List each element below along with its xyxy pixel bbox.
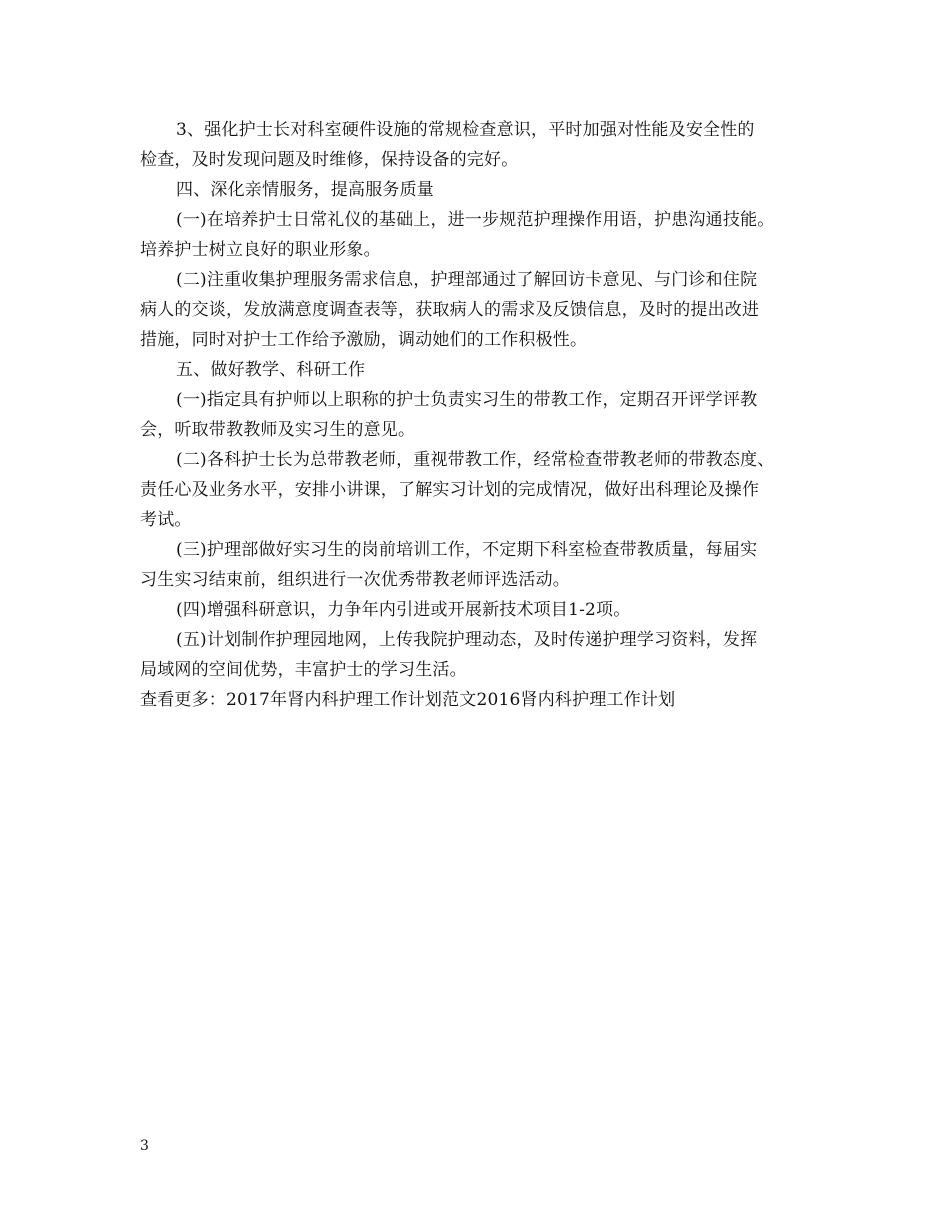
document-body — [140, 115, 820, 715]
text-line: (四)增强科研意识，力争年内引进或开展新技术项目1-2项。 — [176, 600, 631, 620]
text-line: (五)计划制作护理园地网，上传我院护理动态，及时传递护理学习资料，发挥 — [176, 630, 758, 650]
section-heading: 四、深化亲情服务，提高服务质量 — [176, 180, 434, 200]
text-line: 培养护士树立良好的职业形象。 — [140, 240, 381, 260]
text-line: 责任心及业务水平，安排小讲课，了解实习计划的完成情况，做好出科理论及操作 — [140, 480, 760, 500]
text-line: 检查，及时发现问题及时维修，保持设备的完好。 — [140, 150, 519, 170]
section-heading: 五、做好教学、科研工作 — [176, 360, 366, 380]
text-line: (二)各科护士长为总带教老师，重视带教工作，经常检查带教老师的带教态度、 — [176, 450, 775, 470]
text-line: 会，听取带教教师及实习生的意见。 — [140, 420, 416, 440]
text-line: 措施，同时对护士工作给予激励，调动她们的工作积极性。 — [140, 330, 588, 350]
text-line: (一)在培养护士日常礼仪的基础上，进一步规范护理操作用语，护患沟通技能。 — [176, 210, 775, 230]
text-line: 考试。 — [140, 510, 192, 530]
text-line: (二)注重收集护理服务需求信息，护理部通过了解回访卡意见、与门诊和住院 — [176, 270, 758, 290]
text-line: 病人的交谈，发放满意度调查表等，获取病人的需求及反馈信息，及时的提出改进 — [140, 300, 760, 320]
more-links-line: 查看更多：2017年肾内科护理工作计划范文2016肾内科护理工作计划 — [140, 690, 676, 710]
text-line: 习生实习结束前，组织进行一次优秀带教老师评选活动。 — [140, 570, 570, 590]
text-line: 局域网的空间优势，丰富护士的学习生活。 — [140, 660, 467, 680]
text-line: 3、强化护士长对科室硬件设施的常规检查意识，平时加强对性能及安全性的 — [176, 120, 755, 140]
text-line: (三)护理部做好实习生的岗前培训工作，不定期下科室检查带教质量，每届实 — [176, 540, 758, 560]
text-line: (一)指定具有护师以上职称的护士负责实习生的带教工作，定期召开评学评教 — [176, 390, 758, 410]
page-number: 3 — [140, 1138, 149, 1154]
